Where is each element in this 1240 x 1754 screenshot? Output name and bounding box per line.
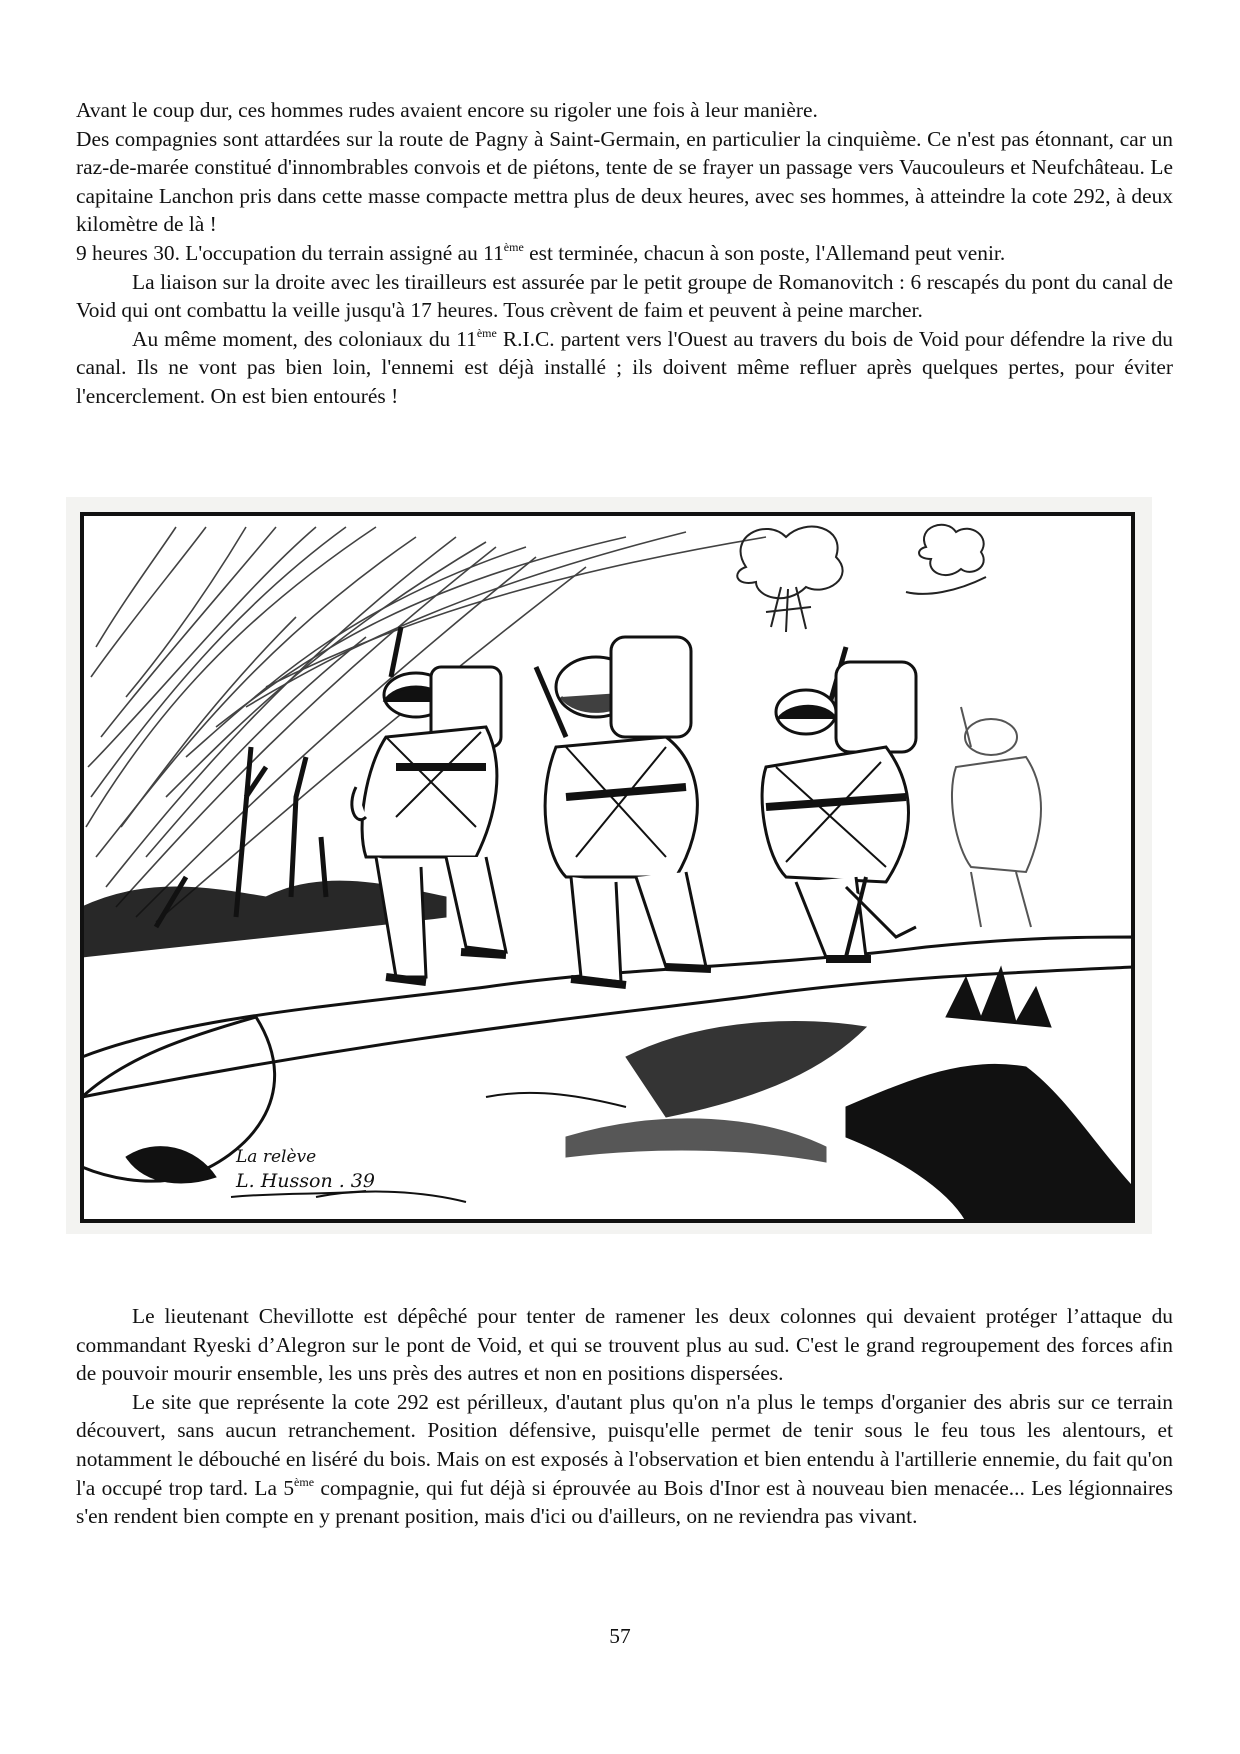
paragraph-chevillotte: Le lieutenant Chevillotte est dépêché pour tenter de ramener les deux colonnes qui devaient protéger l’attaque du commandant Ryeski d’Alegron sur le pont de Void, et qui se trouvent plus au sud. C'est le grand regroupement des forces afin de pouvoir mourir ensemble, les uns près des autres et non en positions dispersées. bbox=[76, 1304, 1173, 1386]
paragraph-cote-292 bbox=[76, 1388, 1173, 1531]
paragraph-coloniaux-start: Au même moment, des coloniaux du 11 bbox=[132, 326, 477, 351]
paragraph-intro: Avant le coup dur, ces hommes rudes avaient encore su rigoler une fois à leur manière. bbox=[76, 98, 818, 122]
paragraph-coloniaux bbox=[76, 325, 1173, 411]
paragraph-coloniaux-end: R.I.C. partent vers l'Ouest au travers du bois de Void pour défendre la rive du canal. Ils ne vont pas bien loin, l'ennemi est déjà installé ; ils doivent même refluer après quelques pertes, pour éviter l'encerclement. On est bien entourés ! bbox=[76, 326, 1173, 408]
ordinal-superscript: ème bbox=[476, 325, 497, 340]
ordinal-superscript: ème bbox=[294, 1474, 315, 1489]
paragraph-companies-delayed: Des compagnies sont attardées sur la route de Pagny à Saint-Germain, en particulier la cinquième. Ce n'est pas étonnant, car un raz-de-marée constitué d'innombrables convois et de piétons, tente de se frayer un passage vers Vaucouleurs et Neufchâteau. Le capitaine Lanchon pris dans cette masse compacte mettra plus de deux heures, avec ses hommes, à atteindre la cote 292, à deux kilomètre de là ! bbox=[76, 126, 1173, 237]
paragraph-liaison: La liaison sur la droite avec les tirailleurs est assurée par le petit groupe de Romanovitch : 6 rescapés du pont du canal de Void qui ont combattu la veille jusqu'à 17 heures. Tous crèvent de faim et peuvent à peine marcher. bbox=[76, 269, 1173, 323]
page-number: 57 bbox=[609, 1624, 631, 1648]
paragraph-nine-thirty-start: 9 heures 30. L'occupation du terrain assigné au 11 bbox=[76, 240, 504, 265]
paragraph-cote-292-start: Le site que représente la cote 292 est périlleux, d'autant plus qu'on n'a plus le temps d'organier des abris sur ce terrain découvert, sans aucun retranchement. Position défensive, puisqu'elle permet de tenir sous le feu tous les alentours, et notamment le débouché en liséré du bois. Mais on est exposés à l'observation et bien entendu à l'artillerie ennemie, du fait qu'on l'a occupé trop tard. La 5 bbox=[76, 1389, 1173, 1500]
signature-name: L. Husson . 39 bbox=[236, 1170, 375, 1192]
illustration-drawing bbox=[66, 497, 1152, 1234]
top-text-block bbox=[76, 96, 1173, 411]
ordinal-superscript: ème bbox=[503, 239, 524, 254]
paragraph-nine-thirty bbox=[76, 239, 1173, 268]
signature-caption: La relève bbox=[236, 1147, 317, 1167]
paragraph-cote-292-end: compagnie, qui fut déjà si éprouvée au Bois d'Inor est à nouveau bien menacée... Les légionnaires s'en rendent bien compte en y prenant position, mais d'ici ou d'ailleurs, on ne reviendra pas vivant. bbox=[76, 1475, 1173, 1529]
bottom-text-block bbox=[76, 1302, 1173, 1531]
paragraph-nine-thirty-end: est terminée, chacun à son poste, l'Allemand peut venir. bbox=[523, 240, 1006, 265]
soldiers-ink-illustration bbox=[66, 497, 1152, 1234]
